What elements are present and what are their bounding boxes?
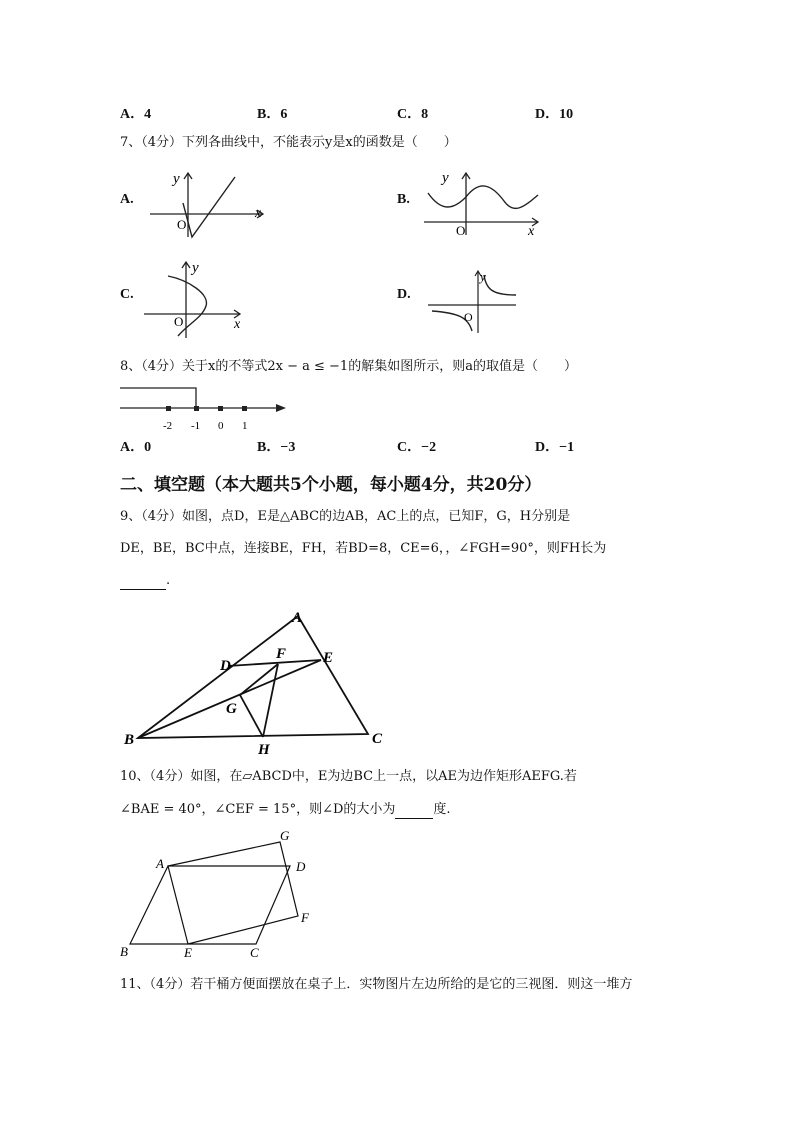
q7-c-x-label: x [234,317,241,332]
q10-line-2-end: 度. [433,802,451,817]
q10-label-d: D [296,859,306,874]
q8-option-d: D．−1 [535,440,575,455]
q7-label-b: B. [397,192,410,207]
q9-triangle-figure [118,604,398,756]
q9-label-a: A [292,610,303,626]
q8-number-line [118,384,293,434]
q7-graph-c [140,256,255,341]
q7-graph-d [420,265,525,337]
q10-label-a: A [156,856,164,871]
q9-label-f: F [276,646,287,662]
q7-stem: 7、（4分）下列各曲线中，不能表示y是x的函数是（ ） [120,135,457,150]
q6-option-a: A．4 [120,107,152,122]
q9-label-g: G [226,701,237,717]
q9-line-2: DE，BE，BC中点，连接BE，FH，若BD=8，CE=6，，∠FGH=90°，则FH长为 [120,541,607,556]
q10-line-2 [120,801,451,819]
q8-tick-m2: -2 [163,420,173,432]
q9-label-h: H [258,742,270,756]
q10-answer-blank[interactable] [395,804,433,819]
q7-graph-b [420,165,550,240]
q6-option-d: D．10 [535,107,574,122]
section-2-title: 二、填空题（本大题共5个小题，每小题4分，共20分） [120,475,542,495]
q7-graph-a [145,165,275,245]
q9-label-c: C [372,731,383,747]
q10-line-2-text: ∠BAE = 40°，∠CEF = 15°，则∠D的大小为 [120,802,396,817]
q8-option-b: B．−3 [257,440,296,455]
q6-option-c: C．8 [397,107,429,122]
q10-label-b: B [120,944,128,959]
q10-label-g: G [280,828,290,843]
q7-b-x-label: x [528,224,535,239]
q10-line-1: 10、（4分）如图，在▱ABCD中，E为边BC上一点，以AE为边作矩形AEFG.若 [120,769,577,784]
q9-label-e: E [323,650,334,666]
q7-a-y-label: y [173,171,180,187]
q7-d-y-label: y [480,269,486,284]
q9-label-b: B [124,732,135,748]
q8-tick-m1: -1 [191,420,201,432]
q9-answer-line [120,572,170,590]
q8-option-a: A．0 [120,440,152,455]
q10-label-c: C [250,945,259,960]
q7-b-y-label: y [442,170,449,186]
q7-c-y-label: y [192,260,199,276]
q8-tick-1: 1 [242,420,248,432]
q7-label-a: A. [120,192,134,207]
q8-tick-0: 0 [218,420,224,432]
q7-a-x-label: x [255,206,262,221]
q8-stem: 8、（4分）关于x的不等式2x − a ≤ −1的解集如图所示，则a的取值是（ ） [120,359,577,374]
q7-label-d: D. [397,287,411,302]
q9-answer-blank[interactable] [120,575,166,590]
q9-line-1: 9、（4分）如图，点D，E是△ABC的边AB，AC上的点，已知F，G，H分别是 [120,509,571,524]
q6-option-b: B．6 [257,107,288,122]
q9-label-d: D [220,658,231,674]
q7-label-c: C. [120,287,134,302]
q7-c-origin: O [174,314,184,329]
q10-label-e: E [184,945,192,960]
q8-option-c: C．−2 [397,440,437,455]
q9-period: . [166,573,171,588]
q7-b-origin: O [456,223,466,238]
q7-a-origin: O [177,217,187,232]
q7-d-origin: O [464,310,473,324]
q11-stem: 11、（4分）若干桶方便面摆放在桌子上．实物图片左边所给的是它的三视图．则这一堆方 [120,977,633,992]
q10-parallelogram-figure [116,826,326,960]
q10-label-f: F [301,910,309,925]
